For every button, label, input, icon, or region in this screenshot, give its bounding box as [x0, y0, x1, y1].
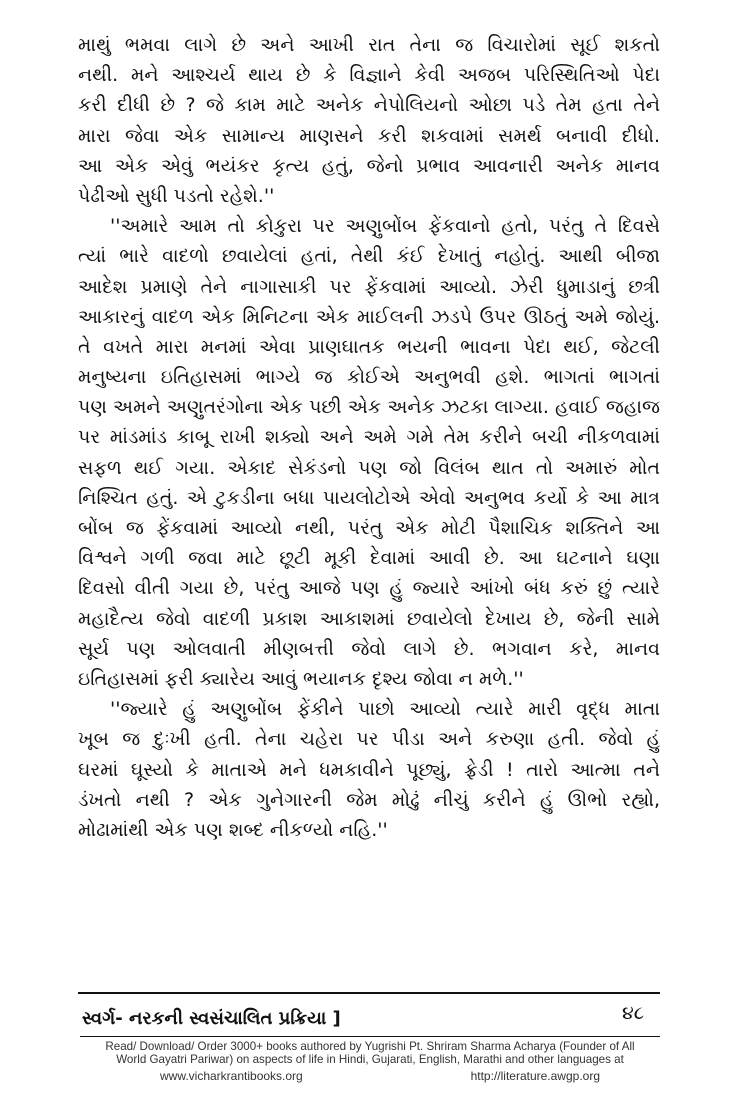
text-line: કરી દીધી છે ? જે કામ માટે અનેક નેપોલિયનો ઓછા પડે તેમ હતા તેને: [78, 94, 660, 117]
text-line: બોંબ જ ફેંકવામાં આવ્યો નથી, પરંતુ એક મોટી પૈશાચિક શક્તિને આ: [78, 517, 660, 539]
text-line: આકારનું વાદળ એક મિનિટના એક માઈલની ઝડપે ઉપર ઊઠતું અમે જોયું.: [78, 305, 660, 328]
text-line: મોઢામાંથી એક પણ શબ્દ નીકળ્યો નહિ.'': [78, 818, 388, 841]
text-line: આદેશ પ્રમાણે તેને નાગાસાકી પર ફેંકવામાં આવ્યો. ઝેરી ધુમાડાનું છત્રી: [78, 275, 660, 298]
text-line: ઘરમાં ઘૂસ્યો કે માતાએ મને ધમકાવીને પૂછ્યું, ફ્રેડી ! તારો આત્મા તને: [78, 758, 660, 781]
text-line: ''જ્યારે હું અણુબોંબ ફેંકીને પાછો આવ્યો ત્યારે મારી વૃદ્ધ માતા: [110, 698, 660, 721]
text-line: ખૂબ જ દુઃખી હતી. તેના ચહેરા પર પીડા અને કરુણા હતી. જેવો હું: [78, 728, 660, 751]
link-literature-awgp[interactable]: http://literature.awgp.org: [470, 1069, 600, 1083]
website-links: [160, 1069, 600, 1083]
text-line: મહાદૈત્ય જેવો વાદળી પ્રકાશ આકાશમાં છવાયેલો દેખાય છે, જેની સામે: [78, 607, 660, 630]
paragraph: [78, 694, 660, 845]
text-line: ''અમારે આમ તો કોકુરા પર અણુબોંબ ફેંકવાનો હતો, પરંતુ તે દિવસે: [110, 215, 660, 238]
text-line: સૂર્ય પણ ઓલવાતી મીણબત્તી જેવો લાગે છે. ભગવાન કરે, માનવ: [78, 637, 660, 660]
text-line: ઇતિહાસમાં ફરી ક્યારેય આવું ભયાનક દૃશ્ય જોવા ન મળે.'': [78, 667, 524, 690]
text-line: આ એક એવું ભયંકર કૃત્ય હતું, જેનો પ્રભાવ આવનારી અનેક માનવ: [78, 154, 660, 177]
text-line: નથી. મને આશ્ચર્ય થાય છે કે વિજ્ઞાને કેવી અજબ પરિસ્થિતિઓ પેદા: [78, 64, 660, 87]
text-line: વિશ્વને ગળી જવા માટે છૂટી મૂકી દેવામાં આવી છે. આ ઘટનાને ઘણા: [78, 547, 660, 570]
text-line: તે વખતે મારા મનમાં એવા પ્રાણઘાતક ભયની ભાવના પેદા થઈ, જેટલી: [78, 335, 660, 358]
read-note-line-1: Read/ Download/ Order 3000+ books authored by Yugrishi Pt. Shriram Sharma Acharya (Founder of All: [105, 1040, 635, 1053]
text-line: પણ અમને અણુતરંગોના એક પછી એક અનેક ઝટકા લાગ્યા. હવાઈ જહાજ: [78, 396, 660, 419]
text-line: ડંખતો નથી ? એક ગુનેગારની જેમ મોઢું નીચું કરીને હું ઊભો રહ્યો,: [78, 788, 660, 811]
book-title: સ્વર્ગ- નરકની સ્વસંચાલિત પ્રક્રિયા ]: [82, 1008, 341, 1029]
paragraph: [78, 30, 660, 211]
text-line: પર માંડમાંડ કાબૂ રાખી શક્યો અને અમે ગમે તેમ કરીને બચી નીકળવામાં: [78, 426, 660, 449]
text-line: દિવસો વીતી ગયા છે, પરંતુ આજે પણ હું જ્યારે આંખો બંધ કરું છું ત્યારે: [78, 577, 660, 600]
text-line: મનુષ્યના ઇતિહાસમાં ભાગ્યે જ કોઈએ અનુભવી હશે. ભાગતાં ભાગતાં: [78, 366, 660, 389]
footer-rule: [80, 1036, 660, 1037]
footer-divider: [78, 992, 660, 994]
text-line: પેઢીઓ સુધી પડતો રહેશે.'': [78, 184, 275, 207]
text-line: માથું ભમવા લાગે છે અને આખી રાત તેના જ વિચારોમાં સૂઈ શકતો: [78, 34, 660, 56]
read-note-line-2: World Gayatri Pariwar) on aspects of life in Hindi, Gujarati, English, Marathi and other languages at: [116, 1053, 624, 1066]
text-line: ત્યાં ભારે વાદળો છવાયેલાં હતાં, તેથી કંઈ દેખાતું નહોતું. આથી બીજા: [78, 245, 660, 268]
text-line: સફળ થઈ ગયા. એકાદ સેકંડનો પણ જો વિલંબ થાત તો અમારું મોત: [78, 456, 660, 479]
text-line: નિશ્ચિત હતું. એ ટુકડીના બધા પાયલોટોએ એવો અનુભવ કર્યો કે આ માત્ર: [78, 486, 660, 509]
link-vicharkrantibooks[interactable]: www.vicharkrantibooks.org: [160, 1069, 303, 1083]
page-number: ૪૮: [622, 1002, 645, 1024]
body-text: [78, 30, 660, 845]
text-line: મારા જેવા એક સામાન્ય માણસને કરી શકવામાં સમર્થ બનાવી દીધો.: [78, 124, 660, 147]
read-download-note: [70, 1040, 670, 1066]
paragraph: [78, 211, 660, 694]
